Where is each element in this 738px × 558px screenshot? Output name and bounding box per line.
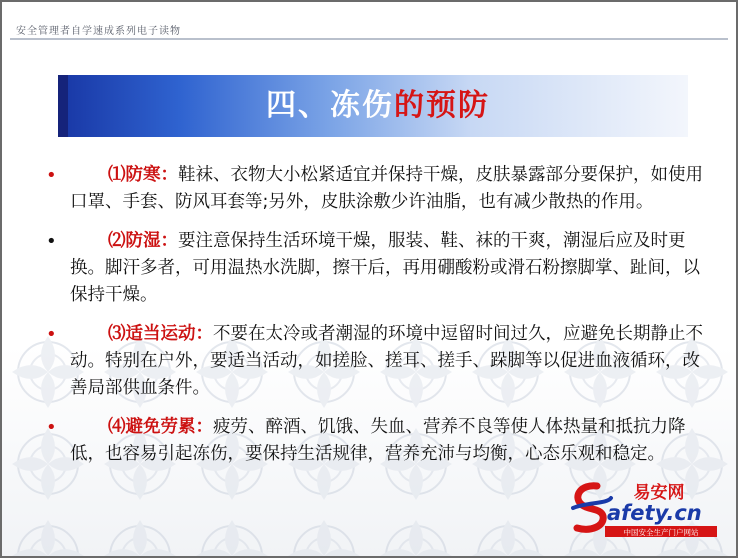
list-item bbox=[38, 162, 710, 216]
logo-cn-name: 易安网 bbox=[633, 483, 685, 503]
item-label: ⑷避免劳累： bbox=[108, 417, 213, 437]
logo-domain: afety.cn bbox=[607, 501, 702, 525]
title-banner bbox=[68, 75, 688, 137]
list-item bbox=[38, 228, 710, 309]
item-label: ⑶适当运动： bbox=[108, 324, 213, 344]
slide-title bbox=[68, 75, 688, 137]
safety-cn-logo[interactable] bbox=[567, 478, 722, 540]
bullet-icon: • bbox=[46, 165, 57, 186]
banner-accent-bar bbox=[58, 75, 68, 137]
logo-tagline: 中国安全生产门户网站 bbox=[623, 528, 699, 537]
item-label: ⑵防湿： bbox=[108, 231, 178, 251]
logo-s-icon bbox=[573, 486, 611, 529]
item-text: 不要在太冷或者潮湿的环境中逗留时间过久，应避免长期静止不动。特别在户外，要适当活动，如搓脸、搓耳、搓手、跺脚等以促进血液循环，改善局部供血条件。 bbox=[70, 324, 703, 398]
bullet-icon: • bbox=[46, 231, 57, 252]
bullet-icon: • bbox=[46, 417, 57, 438]
list-item bbox=[38, 321, 710, 402]
series-header: 安全管理者自学速成系列电子读物 bbox=[16, 26, 181, 37]
item-text: 鞋袜、衣物大小松紧适宜并保持干燥，皮肤暴露部分要保护，如使用口罩、手套、防风耳套等;另外，皮肤涂敷少许油脂，也有减少散热的作用。 bbox=[70, 165, 703, 212]
item-label: ⑴防寒： bbox=[108, 165, 178, 185]
slide-title-part2: 的预防 bbox=[394, 88, 490, 123]
item-text: 要注意保持生活环境干燥，服装、鞋、袜的干爽，潮湿后应及时更换。脚汗多者，可用温热水洗脚，擦干后，再用硼酸粉或滑石粉擦脚掌、趾间，以保持干燥。 bbox=[70, 231, 700, 305]
header-divider bbox=[10, 38, 728, 40]
bullet-icon: • bbox=[46, 324, 57, 345]
list-item bbox=[38, 414, 710, 468]
prevention-list bbox=[38, 162, 710, 480]
slide-title-part1: 四、冻伤 bbox=[266, 88, 394, 123]
item-text: 疲劳、醉酒、饥饿、失血、营养不良等使人体热量和抵抗力降低，也容易引起冻伤，要保持生活规律，营养充沛与均衡，心态乐观和稳定。 bbox=[70, 417, 686, 464]
